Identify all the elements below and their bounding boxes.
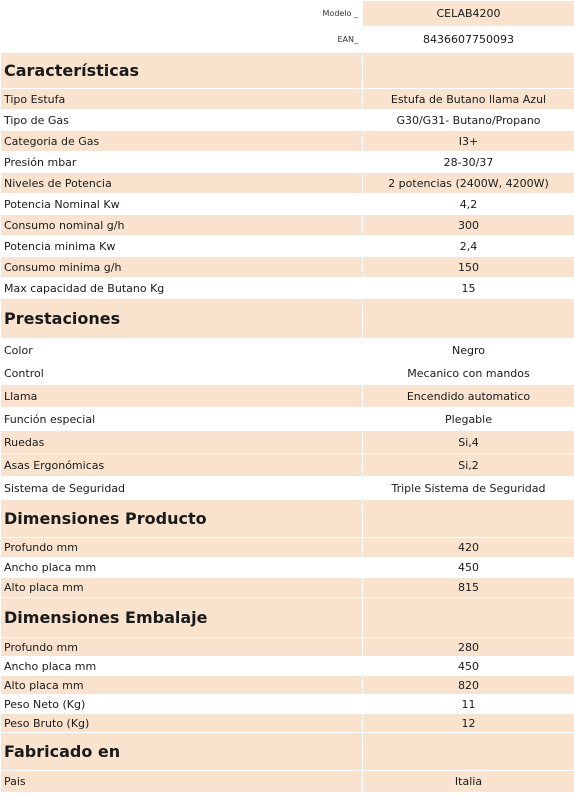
table-row (1, 676, 574, 695)
section-title-caracteristicas: Características (1, 53, 363, 89)
row-value: 12 (363, 714, 574, 733)
table-row (1, 538, 574, 558)
row-label: Presión mbar (1, 152, 363, 173)
section-header-blank (363, 598, 574, 638)
row-label: Ancho placa mm (1, 558, 363, 578)
table-row (1, 385, 574, 408)
row-label: Consumo nominal g/h (1, 215, 363, 236)
row-value: 450 (363, 657, 574, 676)
row-value: Estufa de Butano llama Azul (363, 89, 574, 110)
section-title-prestaciones: Prestaciones (1, 299, 363, 339)
row-value: 300 (363, 215, 574, 236)
section-title-dimensiones-producto: Dimensiones Producto (1, 500, 363, 538)
table-row (1, 236, 574, 257)
table-row (1, 431, 574, 454)
row-value: 11 (363, 695, 574, 714)
row-label: Niveles de Potencia (1, 173, 363, 194)
row-value: Plegable (363, 408, 574, 431)
row-value: Si,4 (363, 431, 574, 454)
row-value: 15 (363, 278, 574, 299)
row-value: 2,4 (363, 236, 574, 257)
section-header (1, 598, 574, 638)
row-value: I3+ (363, 131, 574, 152)
row-label: Tipo Estufa (1, 89, 363, 110)
row-label: Asas Ergonómicas (1, 454, 363, 477)
row-label: Llama (1, 385, 363, 408)
row-value: 820 (363, 676, 574, 695)
table-row (1, 638, 574, 657)
ean-row (1, 27, 574, 53)
ean-value: 8436607750093 (363, 27, 574, 53)
table-row (1, 578, 574, 598)
row-label: Sistema de Seguridad (1, 477, 363, 500)
table-row (1, 257, 574, 278)
row-value: 815 (363, 578, 574, 598)
row-value: 150 (363, 257, 574, 278)
table-row (1, 339, 574, 362)
section-header-blank (363, 500, 574, 538)
table-row (1, 714, 574, 733)
row-label: Ancho placa mm (1, 657, 363, 676)
row-value: 28-30/37 (363, 152, 574, 173)
section-header (1, 53, 574, 89)
row-label: Consumo minima g/h (1, 257, 363, 278)
row-label: Peso Neto (Kg) (1, 695, 363, 714)
table-row (1, 173, 574, 194)
row-label: Profundo mm (1, 538, 363, 558)
row-value: Encendido automatico (363, 385, 574, 408)
row-value: Si,2 (363, 454, 574, 477)
table-row (1, 771, 574, 793)
row-value: Italia (363, 771, 574, 793)
row-label: Potencia Nominal Kw (1, 194, 363, 215)
section-header-blank (363, 733, 574, 771)
table-row (1, 152, 574, 173)
table-row (1, 695, 574, 714)
table-row (1, 131, 574, 152)
section-header-blank (363, 299, 574, 339)
row-label: Profundo mm (1, 638, 363, 657)
row-label: Pais (1, 771, 363, 793)
modelo-row (1, 1, 574, 27)
row-label: Alto placa mm (1, 676, 363, 695)
row-value: Negro (363, 339, 574, 362)
section-title-dimensiones-embalaje: Dimensiones Embalaje (1, 598, 363, 638)
row-value: Triple Sistema de Seguridad (363, 477, 574, 500)
modelo-label: Modelo _ (1, 1, 363, 27)
row-value: 280 (363, 638, 574, 657)
row-value: 420 (363, 538, 574, 558)
table-row (1, 89, 574, 110)
row-label: Potencia minima Kw (1, 236, 363, 257)
row-value: Mecanico con mandos (363, 362, 574, 385)
section-header (1, 733, 574, 771)
section-header-blank (363, 53, 574, 89)
table-row (1, 408, 574, 431)
row-label: Peso Bruto (Kg) (1, 714, 363, 733)
table-row (1, 454, 574, 477)
table-row (1, 657, 574, 676)
row-value: 450 (363, 558, 574, 578)
section-header (1, 500, 574, 538)
table-row (1, 110, 574, 131)
row-label: Tipo de Gas (1, 110, 363, 131)
section-header (1, 299, 574, 339)
row-label: Alto placa mm (1, 578, 363, 598)
table-row (1, 215, 574, 236)
section-title-fabricado: Fabricado en (1, 733, 363, 771)
table-row (1, 477, 574, 500)
row-label: Control (1, 362, 363, 385)
row-value: G30/G31- Butano/Propano (363, 110, 574, 131)
row-label: Categoria de Gas (1, 131, 363, 152)
table-row (1, 558, 574, 578)
row-label: Max capacidad de Butano Kg (1, 278, 363, 299)
row-label: Ruedas (1, 431, 363, 454)
table-row (1, 194, 574, 215)
row-value: 4,2 (363, 194, 574, 215)
ean-label: EAN_ (1, 27, 363, 53)
row-label: Color (1, 339, 363, 362)
table-row (1, 278, 574, 299)
modelo-value: CELAB4200 (363, 1, 574, 27)
row-value: 2 potencias (2400W, 4200W) (363, 173, 574, 194)
table-row (1, 362, 574, 385)
row-label: Función especial (1, 408, 363, 431)
